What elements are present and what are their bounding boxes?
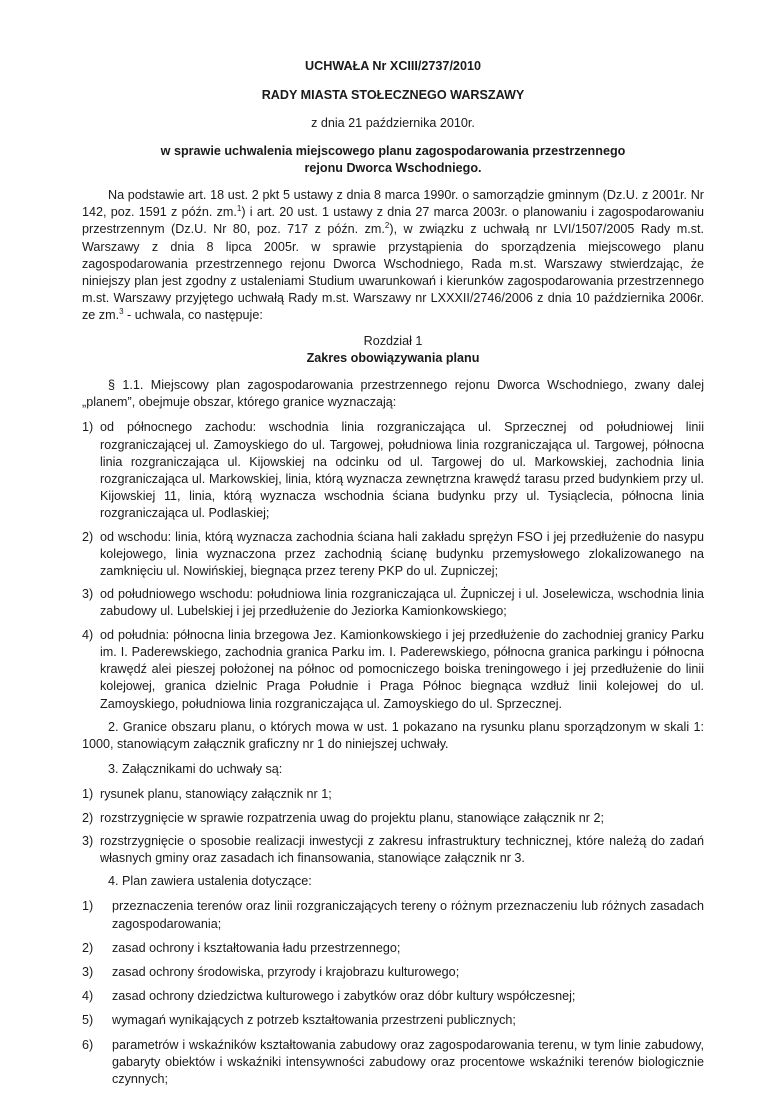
preamble-text: Na podstawie art. 18 ust. 2 pkt 5 ustawy z dnia 8 marca 1990r. o samorządzie gminnym (Dz.U. z 2001r. Nr 142, poz. 1591 z późn. zm. bbox=[82, 188, 704, 220]
list-number: 2) bbox=[82, 810, 94, 825]
list-text: rozstrzygnięcie o sposobie realizacji inwestycji z zakresu infrastruktury technicznej, które należą do zadań własnych gminy oraz zasadach ich finansowania, stanowiące załącznik nr 3. bbox=[100, 833, 704, 865]
list-item bbox=[82, 810, 704, 827]
list-item bbox=[82, 988, 704, 1005]
resolution-subject bbox=[82, 143, 704, 177]
list-text: parametrów i wskaźników kształtowania zabudowy oraz zagospodarowania terenu, w tym linie zabudowy, gabaryty obiektów i wskaźniki intensywności zabudowy oraz procentowe wskaźniki terenów biologicznie czynnych; bbox=[112, 1037, 704, 1086]
list-item bbox=[82, 833, 704, 867]
list-number: 1) bbox=[82, 787, 94, 802]
list-number: 3) bbox=[82, 964, 94, 979]
list-text: od północnego zachodu: wschodnia linia rozgraniczająca ul. Sprzecznej od południowej linii rozgraniczającej ul. Zamoyskiego do ul. Targowej, południowa linia rozgraniczająca ul. Targowej, północna linia rozgraniczająca ul. Kijowskiej na odcinku od ul. Targowej do ul. Markowskiej, zachodnia linia rozgraniczająca ul. Markowskiej, linia, którą wyznacza zewnętrzna krawędź tarasu przed budynkiem przy ul. Kijowskiej 11, linia, którą wyznacza wschodnia ściana budynku przy ul. Tysiąclecia, północna linia rozgraniczająca ul. Podlaskiej; bbox=[100, 420, 704, 521]
list-number: 5) bbox=[82, 1013, 94, 1028]
preamble-text: ) i art. 20 ust. 1 ustawy z dnia 27 marca 2003r. o planowaniu i zagospodarowaniu przestrzennym (Dz.U. Nr 80, poz. 717 z późn. zm. bbox=[82, 205, 705, 237]
footnote-ref: 1 bbox=[236, 204, 242, 214]
list-item bbox=[82, 940, 704, 957]
subject-line: rejonu Dworca Wschodniego. bbox=[304, 160, 482, 175]
section-paragraph: 4. Plan zawiera ustalenia dotyczące: bbox=[108, 874, 312, 889]
list-text: wymagań wynikających z potrzeb kształtowania przestrzeni publicznych; bbox=[112, 1013, 516, 1028]
preamble bbox=[82, 187, 704, 325]
list-text: zasad ochrony i kształtowania ładu przestrzennego; bbox=[112, 940, 401, 955]
list-text: zasad ochrony dziedzictwa kulturowego i zabytków oraz dóbr kultury współczesnej; bbox=[112, 989, 576, 1004]
list-number: 2) bbox=[82, 940, 94, 955]
list-number: 4) bbox=[82, 989, 94, 1004]
chapter-title: Zakres obowiązywania planu bbox=[306, 350, 480, 365]
council-name: RADY MIASTA STOŁECZNEGO WARSZAWY bbox=[261, 88, 525, 103]
list-text: od południowego wschodu: południowa linia rozgraniczająca ul. Żupniczej i ul. Joselewicza, wschodnia linia zabudowy ul. Lubelskiej i jej przedłużenie do Jeziorka Kamionkowskiego; bbox=[100, 587, 704, 619]
list-number: 4) bbox=[82, 627, 94, 642]
section-paragraph: 3. Załącznikami do uchwały są: bbox=[108, 762, 283, 777]
list-item bbox=[82, 1037, 704, 1089]
section-paragraph: 2. Granice obszaru planu, o których mowa w ust. 1 pokazano na rysunku planu sporządzonym w skali 1: 1000, stanowiącym załącznik graficzny nr 1 do niniejszej uchwały. bbox=[82, 719, 704, 751]
list-item bbox=[82, 1012, 704, 1029]
preamble-text: - uchwala, co następuje: bbox=[123, 308, 263, 323]
list-text: rysunek planu, stanowiący załącznik nr 1; bbox=[100, 787, 332, 802]
list-item bbox=[82, 964, 704, 981]
provisions-list bbox=[82, 898, 704, 1088]
chapter-label: Rozdział 1 bbox=[363, 333, 423, 348]
list-text: od południa: północna linia brzegowa Jez. Kamionkowskiego i jej przedłużenie do zachodniej granicy Parku im. I. Paderewskiego, zachodnia granica Parku im. I. Paderewskiego, północna granica parkingu i północna krawędź alei pieszej położonej na północ od pomocniczego boiska treningowego i jej przedłużenie do linii kolejowej, granica dzielnic Praga Południe i Praga Północ biegnąca wzdłuż linii kolejowej do ul. Zamoyskiego, południowa linia rozgraniczająca ul. Zamoyskiego do ul. Sprzecznej. bbox=[100, 627, 704, 711]
list-item bbox=[82, 627, 704, 713]
list-number: 3) bbox=[82, 833, 94, 848]
list-item bbox=[82, 419, 704, 522]
list-number: 2) bbox=[82, 529, 94, 544]
boundary-list bbox=[82, 419, 704, 712]
list-number: 1) bbox=[82, 420, 94, 435]
footnote-ref: 3 bbox=[119, 307, 124, 317]
footnote-ref: 2 bbox=[384, 221, 390, 231]
list-number: 1) bbox=[82, 899, 94, 914]
attachments-list bbox=[82, 786, 704, 867]
list-number: 3) bbox=[82, 587, 94, 602]
list-item bbox=[82, 786, 704, 803]
list-text: zasad ochrony środowiska, przyrody i krajobrazu kulturowego; bbox=[112, 964, 460, 979]
subject-line: w sprawie uchwalenia miejscowego planu zagospodarowania przestrzennego bbox=[160, 143, 626, 158]
resolution-title: UCHWAŁA Nr XCIII/2737/2010 bbox=[305, 59, 481, 73]
list-item bbox=[82, 529, 704, 581]
list-number: 6) bbox=[82, 1037, 94, 1052]
list-text: od wschodu: linia, którą wyznacza zachodnia ściana hali zakładu sprężyn FSO i jej przedłużenie do nasypu kolejowego, linia wyznaczona przez zachodnią ścianę budynku przemysłowego zlokalizowanego na zamknięciu ul. Nowińskiej, biegnąca przez tereny PKP do ul. Zupniczej; bbox=[100, 529, 704, 579]
list-item bbox=[82, 586, 704, 620]
list-text: przeznaczenia terenów oraz linii rozgraniczających tereny o różnym przeznaczeniu lub różnych zasadach zagospodarowania; bbox=[112, 899, 704, 931]
preamble-text: ), w związku z uchwałą nr LVI/1507/2005 Rady m.st. Warszawy z dnia 8 lipca 2005r. w sprawie przystąpienia do sporządzenia miejscowego planu zagospodarowania przestrzennego rejonu Dworca Wschodniego, Rada m.st. Warszawy stwierdzając, że niniejszy plan jest zgodny z ustaleniami Studium uwarunkowań i kierunków zagospodarowania przestrzennego m.st. Warszawy przyjętego uchwałą Rady m.st. Warszawy nr LXXXII/2746/2006 z dnia 10 października 2006r. ze zm. bbox=[82, 222, 704, 323]
document-page bbox=[82, 58, 704, 1095]
resolution-date: z dnia 21 października 2010r. bbox=[311, 116, 475, 131]
list-item bbox=[82, 898, 704, 932]
section-paragraph: § 1.1. Miejscowy plan zagospodarowania przestrzennego rejonu Dworca Wschodniego, zwany dalej „planem”, obejmuje obszar, którego granice wyznaczają: bbox=[82, 378, 704, 410]
list-text: rozstrzygnięcie w sprawie rozpatrzenia uwag do projektu planu, stanowiące załącznik nr 2; bbox=[100, 810, 605, 825]
